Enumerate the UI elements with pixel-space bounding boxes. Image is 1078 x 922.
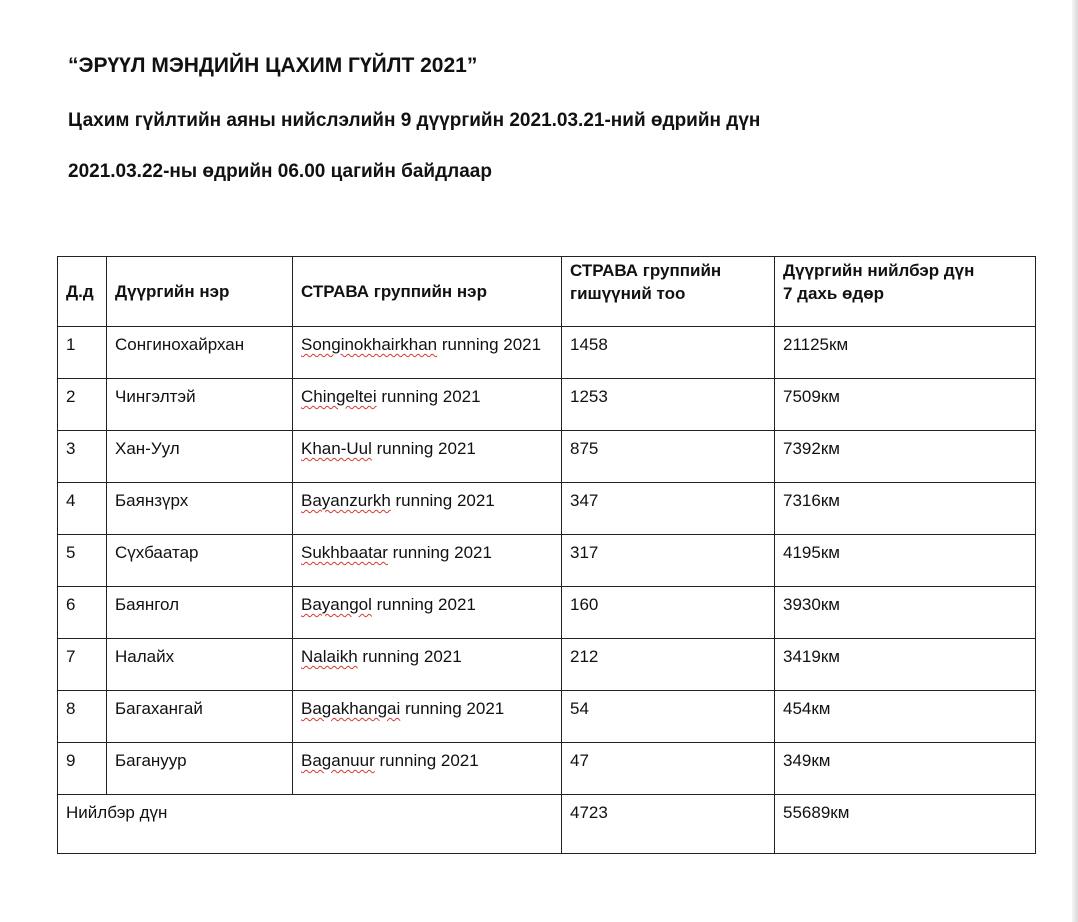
group-name-misspelled: Baganuur <box>301 751 375 770</box>
results-table <box>57 256 1036 854</box>
header-group: СТРАВА группийн нэр <box>293 257 562 327</box>
row-members: 54 <box>562 691 775 743</box>
row-total: 454км <box>775 691 1036 743</box>
row-total: 7316км <box>775 483 1036 535</box>
row-index: 1 <box>58 327 107 379</box>
row-members: 47 <box>562 743 775 795</box>
row-total: 4195км <box>775 535 1036 587</box>
row-index: 4 <box>58 483 107 535</box>
row-group-name <box>293 327 562 379</box>
row-index: 6 <box>58 587 107 639</box>
header-index: Д.д <box>58 257 107 327</box>
group-name-misspelled: Chingeltei <box>301 387 377 406</box>
table-row <box>58 691 1036 743</box>
table-row <box>58 743 1036 795</box>
group-name-suffix: running 2021 <box>371 595 476 614</box>
page-edge <box>1072 0 1078 922</box>
group-name-misspelled: Nalaikh <box>301 647 358 666</box>
row-total: 7509км <box>775 379 1036 431</box>
group-name-misspelled: Bayangol <box>301 595 372 614</box>
row-index: 3 <box>58 431 107 483</box>
group-name-suffix: running 2021 <box>357 647 462 666</box>
row-members: 347 <box>562 483 775 535</box>
document-subtitle: Цахим гүйлтийн аяны нийслэлийн 9 дүүргийн 2021.03.21-ний өдрийн дүн <box>68 110 761 131</box>
group-name-misspelled: Songinokhairkhan <box>301 335 438 354</box>
table-row <box>58 639 1036 691</box>
row-district: Баянзүрх <box>107 483 293 535</box>
group-name-suffix: running 2021 <box>390 491 495 510</box>
row-members: 875 <box>562 431 775 483</box>
row-group-name <box>293 483 562 535</box>
row-index: 8 <box>58 691 107 743</box>
table-body <box>58 327 1036 795</box>
header-members: СТРАВА группийн гишүүний тоо <box>562 257 775 327</box>
total-label: Нийлбэр дүн <box>58 795 562 854</box>
row-group-name <box>293 379 562 431</box>
row-members: 212 <box>562 639 775 691</box>
row-district: Сонгинохайрхан <box>107 327 293 379</box>
row-total: 3930км <box>775 587 1036 639</box>
row-district: Сүхбаатар <box>107 535 293 587</box>
row-group-name <box>293 587 562 639</box>
row-members: 1458 <box>562 327 775 379</box>
group-name-misspelled: Khan-Uul <box>301 439 372 458</box>
total-members: 4723 <box>562 795 775 854</box>
document-title: “ЭРҮҮЛ МЭНДИЙН ЦАХИМ ГҮЙЛТ 2021” <box>68 54 478 77</box>
row-group-name <box>293 743 562 795</box>
table-row <box>58 587 1036 639</box>
table-row <box>58 431 1036 483</box>
group-name-suffix: running 2021 <box>437 335 542 354</box>
row-district: Баянгол <box>107 587 293 639</box>
row-group-name <box>293 431 562 483</box>
table-row <box>58 535 1036 587</box>
group-name-misspelled: Sukhbaatar <box>301 543 388 562</box>
row-index: 5 <box>58 535 107 587</box>
row-index: 2 <box>58 379 107 431</box>
row-total: 349км <box>775 743 1036 795</box>
table-total-row <box>58 795 1036 854</box>
row-group-name <box>293 691 562 743</box>
row-total: 3419км <box>775 639 1036 691</box>
group-name-suffix: running 2021 <box>400 699 505 718</box>
row-district: Налайх <box>107 639 293 691</box>
row-group-name <box>293 535 562 587</box>
table-row <box>58 379 1036 431</box>
row-members: 160 <box>562 587 775 639</box>
row-index: 9 <box>58 743 107 795</box>
table-header-row <box>58 257 1036 327</box>
group-name-suffix: running 2021 <box>387 543 492 562</box>
group-name-suffix: running 2021 <box>376 387 481 406</box>
header-district: Дүүргийн нэр <box>107 257 293 327</box>
group-name-suffix: running 2021 <box>371 439 476 458</box>
row-index: 7 <box>58 639 107 691</box>
row-district: Чингэлтэй <box>107 379 293 431</box>
row-total: 7392км <box>775 431 1036 483</box>
group-name-suffix: running 2021 <box>374 751 479 770</box>
row-group-name <box>293 639 562 691</box>
total-distance: 55689км <box>775 795 1036 854</box>
row-total: 21125км <box>775 327 1036 379</box>
row-district: Багахангай <box>107 691 293 743</box>
row-members: 1253 <box>562 379 775 431</box>
header-total: Дүүргийн нийлбэр дүн 7 дахь өдөр <box>775 257 1036 327</box>
document-date-line: 2021.03.22-ны өдрийн 06.00 цагийн байдлаар <box>68 161 492 182</box>
row-district: Хан-Уул <box>107 431 293 483</box>
table-row <box>58 483 1036 535</box>
group-name-misspelled: Bagakhangai <box>301 699 401 718</box>
group-name-misspelled: Bayanzurkh <box>301 491 391 510</box>
row-members: 317 <box>562 535 775 587</box>
table-row <box>58 327 1036 379</box>
row-district: Багануур <box>107 743 293 795</box>
